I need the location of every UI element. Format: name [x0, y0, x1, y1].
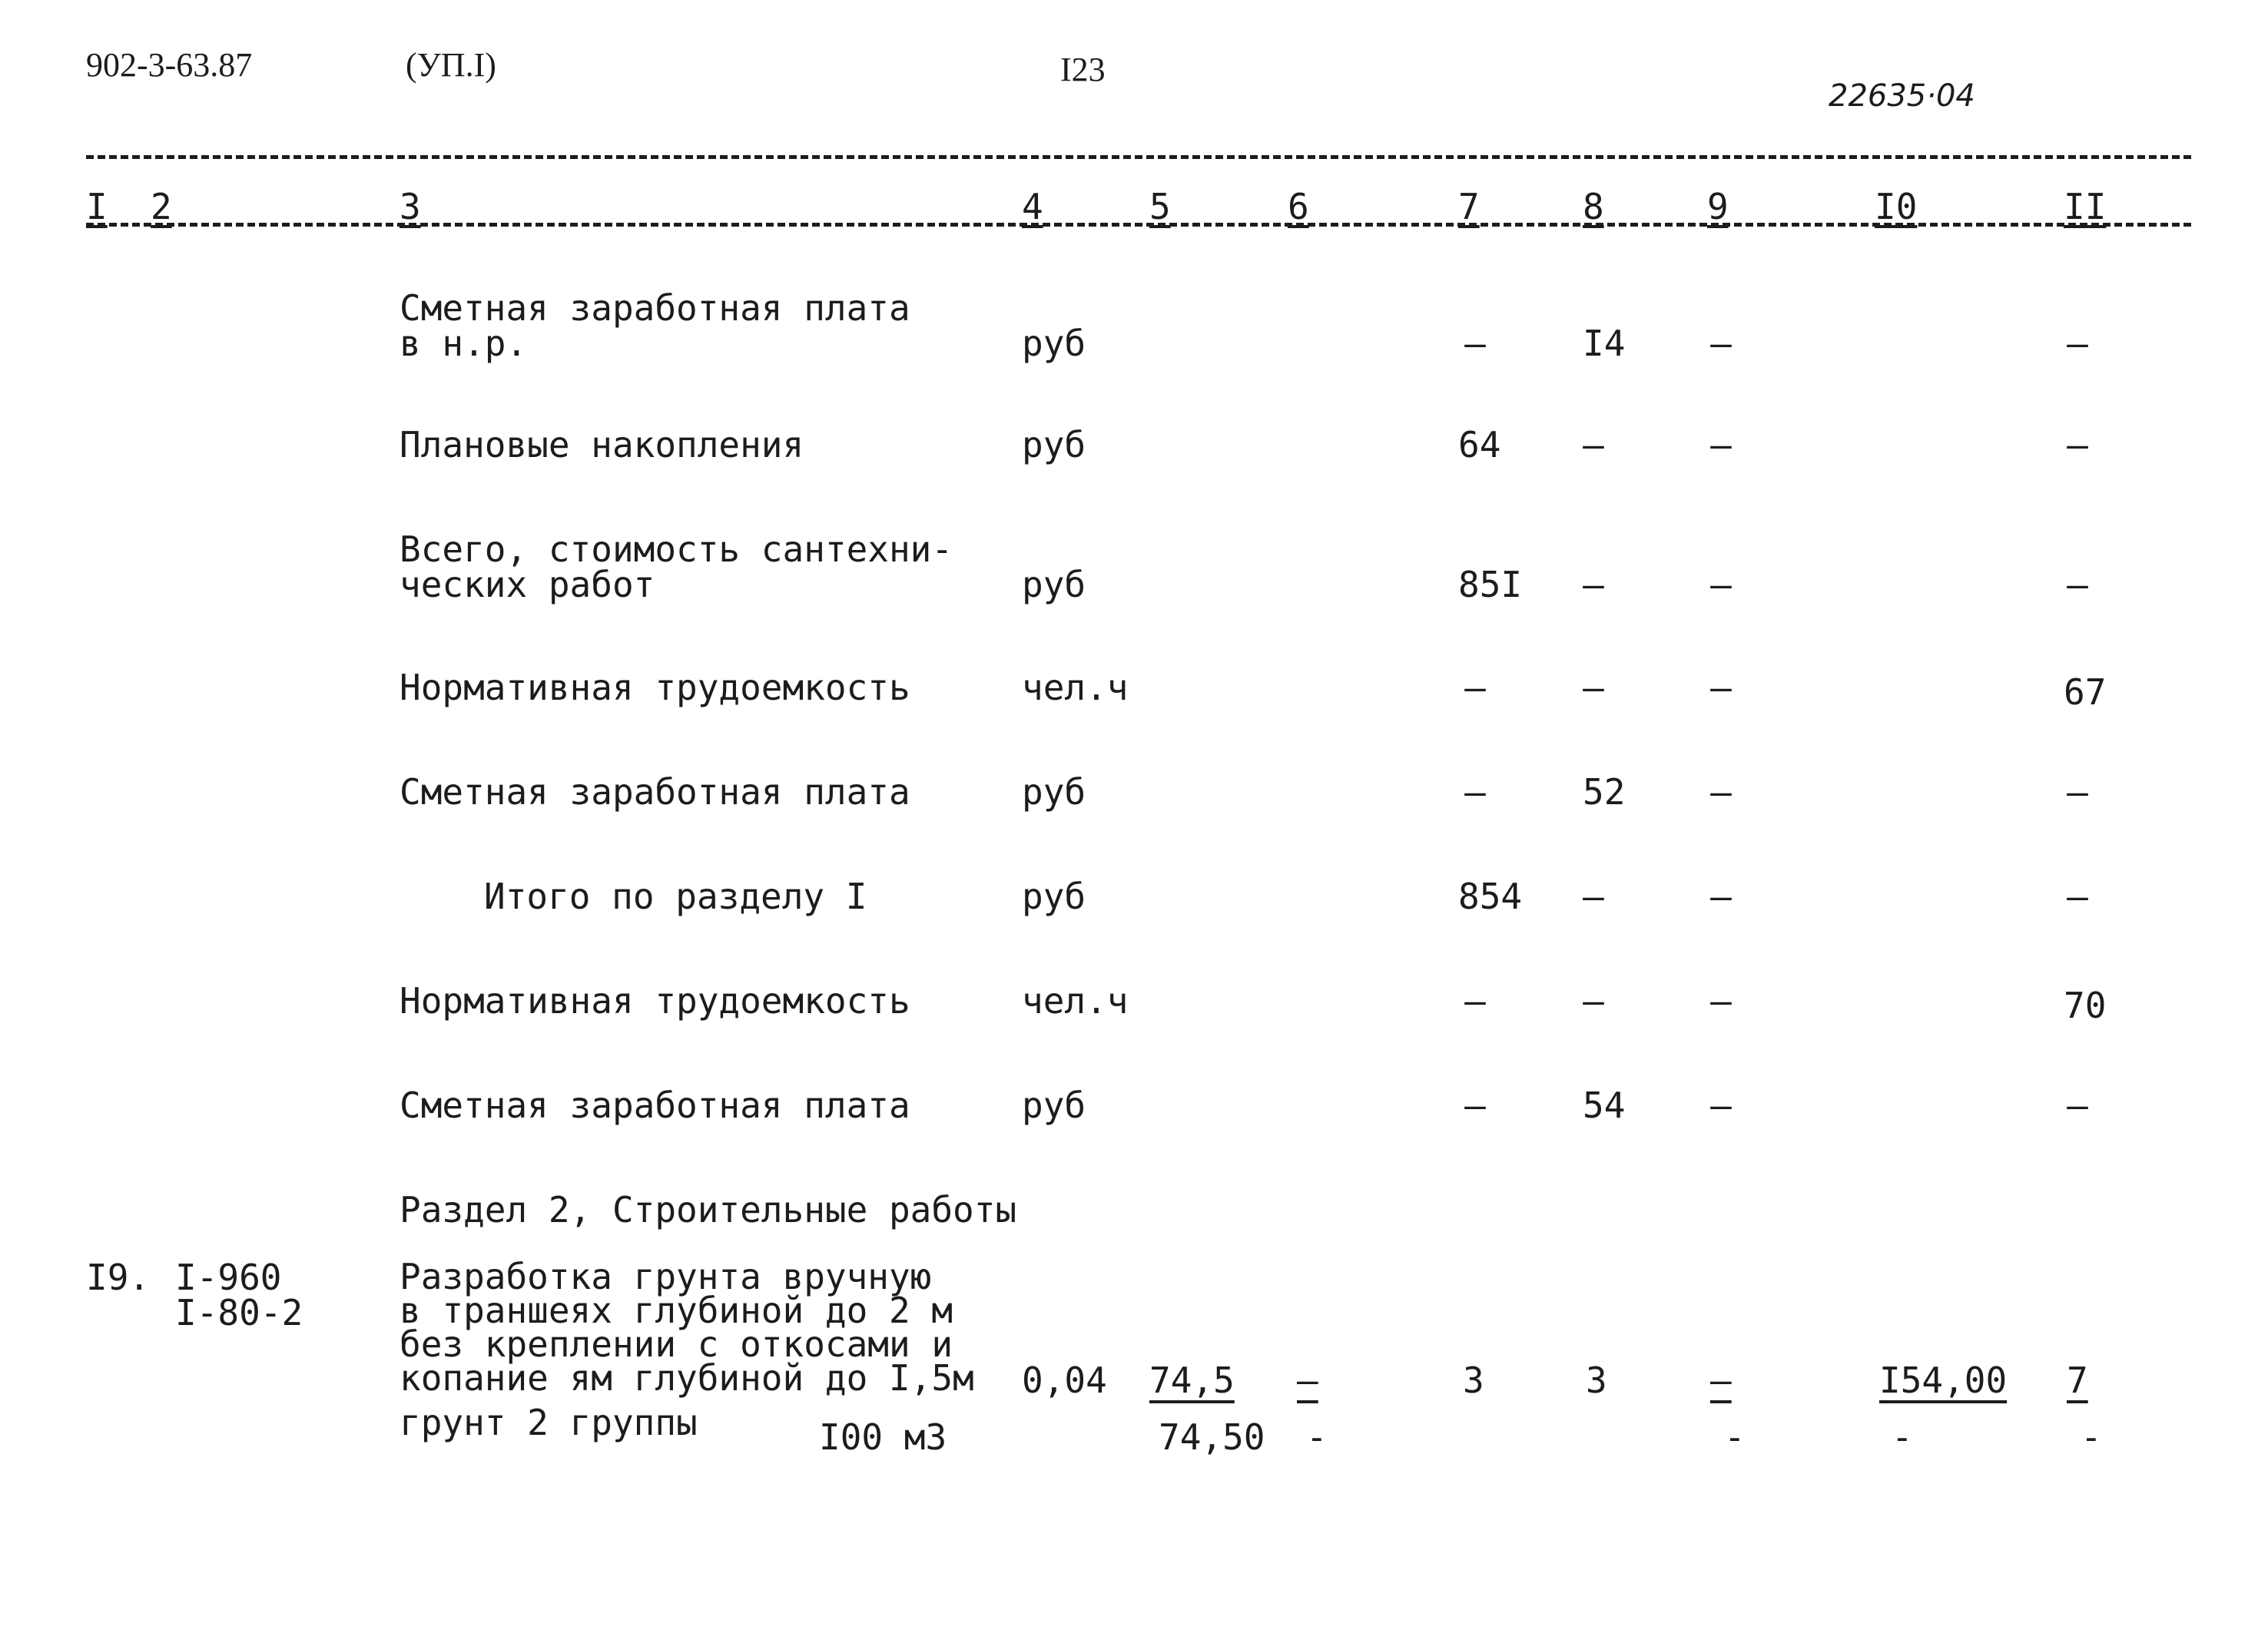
- col-num-6: 6: [1288, 186, 1309, 227]
- archive-stamp: 22635·04: [1829, 78, 1975, 114]
- cell-col9: –: [1710, 323, 1732, 364]
- row-name: Всего, стоимость сантехни-: [400, 528, 953, 570]
- cell-col6-top: –: [1297, 1360, 1318, 1401]
- item-quantity: 0,04: [1022, 1360, 1107, 1401]
- col-num-7: 7: [1458, 186, 1480, 227]
- cell-col8: I4: [1583, 323, 1626, 364]
- cell-col11: 70: [2064, 985, 2107, 1026]
- item-unit: I00 м3: [819, 1416, 947, 1458]
- cell-col11: –: [2067, 323, 2088, 364]
- cell-col7: 854: [1458, 876, 1523, 917]
- cell-col7: –: [1464, 1085, 1486, 1126]
- cell-col8: –: [1583, 980, 1604, 1022]
- item-description: Разработка грунта вручную: [400, 1256, 932, 1297]
- row-name: Сметная заработная плата: [400, 287, 910, 329]
- cell-col8: –: [1583, 564, 1604, 605]
- col-num-10: I0: [1875, 186, 1918, 227]
- cell-col11: –: [2067, 424, 2088, 465]
- cell-col11: –: [2067, 1085, 2088, 1126]
- cell-col9: –: [1710, 667, 1732, 708]
- cell-col7: 64: [1458, 424, 1501, 465]
- row-unit: руб: [1022, 876, 1086, 917]
- cell-col9: –: [1710, 564, 1732, 605]
- cell-col6-bottom: -: [1306, 1416, 1328, 1458]
- item-code-2: I-80-2: [175, 1292, 303, 1333]
- section-title: Раздел 2, Строительные работы: [400, 1189, 1017, 1231]
- col-num-8: 8: [1583, 186, 1604, 227]
- col-num-11: II: [2064, 186, 2107, 227]
- row-unit: руб: [1022, 323, 1086, 364]
- cell-col11-top: 7: [2067, 1360, 2088, 1401]
- cell-col7: –: [1464, 771, 1486, 813]
- cell-col11: –: [2067, 771, 2088, 813]
- row-name: Нормативная трудоемкость: [400, 667, 910, 708]
- cell-col9: –: [1710, 424, 1732, 465]
- album-label: (УП.I): [406, 46, 496, 84]
- row-unit: руб: [1022, 771, 1086, 813]
- cell-col9: –: [1710, 771, 1732, 813]
- row-name: Сметная заработная плата: [400, 1085, 910, 1126]
- cell-col8: –: [1583, 424, 1604, 465]
- cell-col9: –: [1710, 980, 1732, 1022]
- cell-col9: –: [1710, 1085, 1732, 1126]
- item-description: без креплении с откосами и: [400, 1323, 953, 1365]
- cell-col11-bottom: -: [2081, 1416, 2102, 1458]
- col-num-9: 9: [1707, 186, 1729, 227]
- row-unit: чел.ч: [1022, 980, 1129, 1022]
- col-num-4: 4: [1022, 186, 1043, 227]
- item-description: грунт 2 группы: [400, 1402, 698, 1443]
- col-num-5: 5: [1149, 186, 1171, 227]
- cell-col7: 3: [1463, 1360, 1484, 1401]
- item-number: I9.: [86, 1257, 151, 1298]
- row-name: Итого по разделу I: [484, 876, 867, 917]
- document-code: 902-3-63.87: [86, 46, 253, 84]
- row-name: Плановые накопления: [400, 424, 804, 465]
- cell-col7: –: [1464, 980, 1486, 1022]
- cell-col8: –: [1583, 876, 1604, 917]
- cell-col8: 52: [1583, 771, 1626, 813]
- row-unit: руб: [1022, 424, 1086, 465]
- cell-col7: –: [1464, 323, 1486, 364]
- row-unit: чел.ч: [1022, 667, 1129, 708]
- row-name: Сметная заработная плата: [400, 771, 910, 813]
- cell-col11: –: [2067, 564, 2088, 605]
- cell-col10-top: I54,00: [1879, 1360, 2008, 1401]
- col-num-1: I: [86, 186, 108, 227]
- cell-col7: 85I: [1458, 564, 1523, 605]
- cell-col8: –: [1583, 667, 1604, 708]
- cell-col10-bottom: -: [1892, 1416, 1913, 1458]
- cell-col9-bottom: -: [1724, 1416, 1746, 1458]
- item-code: I-960: [175, 1257, 282, 1298]
- cell-col8: 54: [1583, 1085, 1626, 1126]
- item-description: в траншеях глубиной до 2 м: [400, 1290, 953, 1331]
- cell-col5-bottom: 74,50: [1159, 1416, 1265, 1458]
- cell-col11: –: [2067, 876, 2088, 917]
- cell-col8: 3: [1586, 1360, 1607, 1401]
- cell-col5-top: 74,5: [1149, 1360, 1235, 1401]
- cell-col9-top: –: [1710, 1360, 1732, 1401]
- row-name-cont: в н.р.: [400, 323, 528, 364]
- col-num-2: 2: [151, 186, 172, 227]
- page-number: I23: [1060, 51, 1106, 88]
- cell-col9: –: [1710, 876, 1732, 917]
- col-num-3: 3: [400, 186, 421, 227]
- cell-col11: 67: [2064, 671, 2107, 713]
- item-description: копание ям глубиной до I,5м: [400, 1357, 974, 1399]
- row-name-cont: ческих работ: [400, 564, 655, 605]
- cell-col7: –: [1464, 667, 1486, 708]
- header-top-rule: [86, 155, 2191, 159]
- row-name: Нормативная трудоемкость: [400, 980, 910, 1022]
- row-unit: руб: [1022, 564, 1086, 605]
- row-unit: руб: [1022, 1085, 1086, 1126]
